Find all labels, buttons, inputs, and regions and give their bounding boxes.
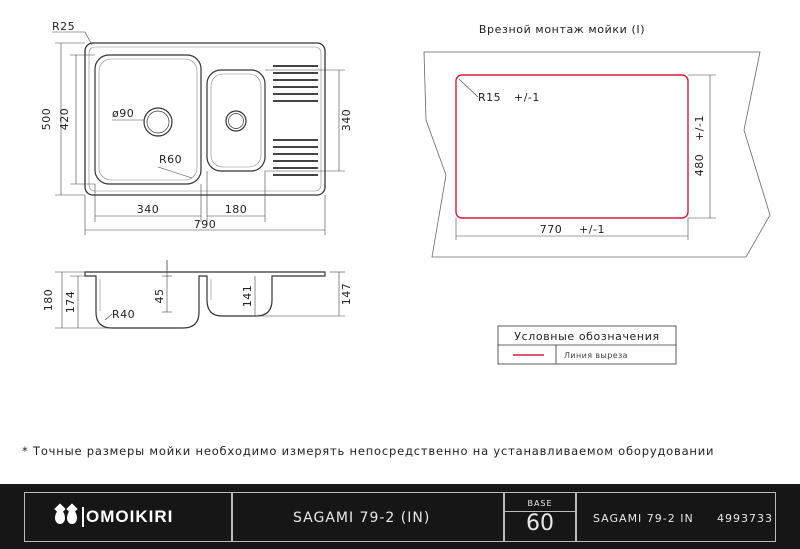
main-drain	[144, 108, 172, 136]
base-value: 60	[526, 511, 554, 536]
measurement-note: * Точные размеры мойки необходимо измерять непосредственно на устанавливаемом оборудовании	[22, 444, 715, 458]
drainboard-grooves	[273, 66, 318, 175]
depth-147-label: 147	[340, 282, 353, 306]
title-block	[0, 484, 800, 549]
legend-title: Условные обозначения	[514, 330, 660, 343]
brand-name: OMOIKIRI	[82, 507, 173, 527]
cutout-480-label: 480	[693, 153, 706, 177]
top-view-labels	[40, 20, 353, 231]
small-bowl	[207, 70, 265, 171]
cutout-title: Врезной монтаж мойки (I)	[478, 23, 646, 36]
brand-logo	[55, 507, 173, 527]
model-code-cell	[576, 492, 776, 542]
r60-label: R60	[159, 153, 183, 166]
height-180-label: 180	[42, 288, 55, 312]
model-name: SAGAMI 79-2 (IN)	[293, 510, 431, 526]
article-number: 4993733	[717, 512, 773, 525]
cutout-770-label: 770	[539, 223, 563, 236]
model-name-cell	[232, 492, 504, 542]
bowl-340-label: 340	[340, 108, 353, 132]
r15-tolerance: +/-1	[514, 91, 540, 104]
depth-141-label: 141	[241, 284, 254, 308]
cutout-labels	[478, 23, 706, 236]
small-drain	[226, 111, 246, 131]
section-view	[55, 260, 345, 328]
water-drop-icon	[55, 510, 65, 524]
main-bowl	[95, 55, 201, 184]
drain-90-label: ø90	[112, 107, 135, 120]
model-code: SAGAMI 79-2 IN	[593, 512, 694, 525]
width-340-label: 340	[136, 203, 160, 216]
width-180-label: 180	[224, 203, 248, 216]
depth-500-label: 500	[40, 107, 53, 131]
r15-label: R15	[478, 91, 502, 104]
water-drop-icon	[67, 510, 77, 524]
width-790-label: 790	[193, 218, 217, 231]
cutout-770-tolerance: +/-1	[579, 223, 605, 236]
r40-label: R40	[112, 308, 136, 321]
section-view-labels	[42, 283, 353, 321]
legend-item-cutline: Линия выреза	[564, 351, 628, 360]
base-cell	[504, 492, 576, 542]
top-view	[52, 32, 345, 235]
bowl-420-label: 420	[58, 107, 71, 131]
base-label: BASE	[527, 499, 553, 508]
r25-label: R25	[52, 20, 76, 33]
brand-logo-cell	[24, 492, 232, 542]
depth-174-label: 174	[64, 290, 77, 314]
depth-45-label: 45	[153, 288, 166, 304]
cutout-480-tolerance: +/-1	[693, 115, 706, 141]
